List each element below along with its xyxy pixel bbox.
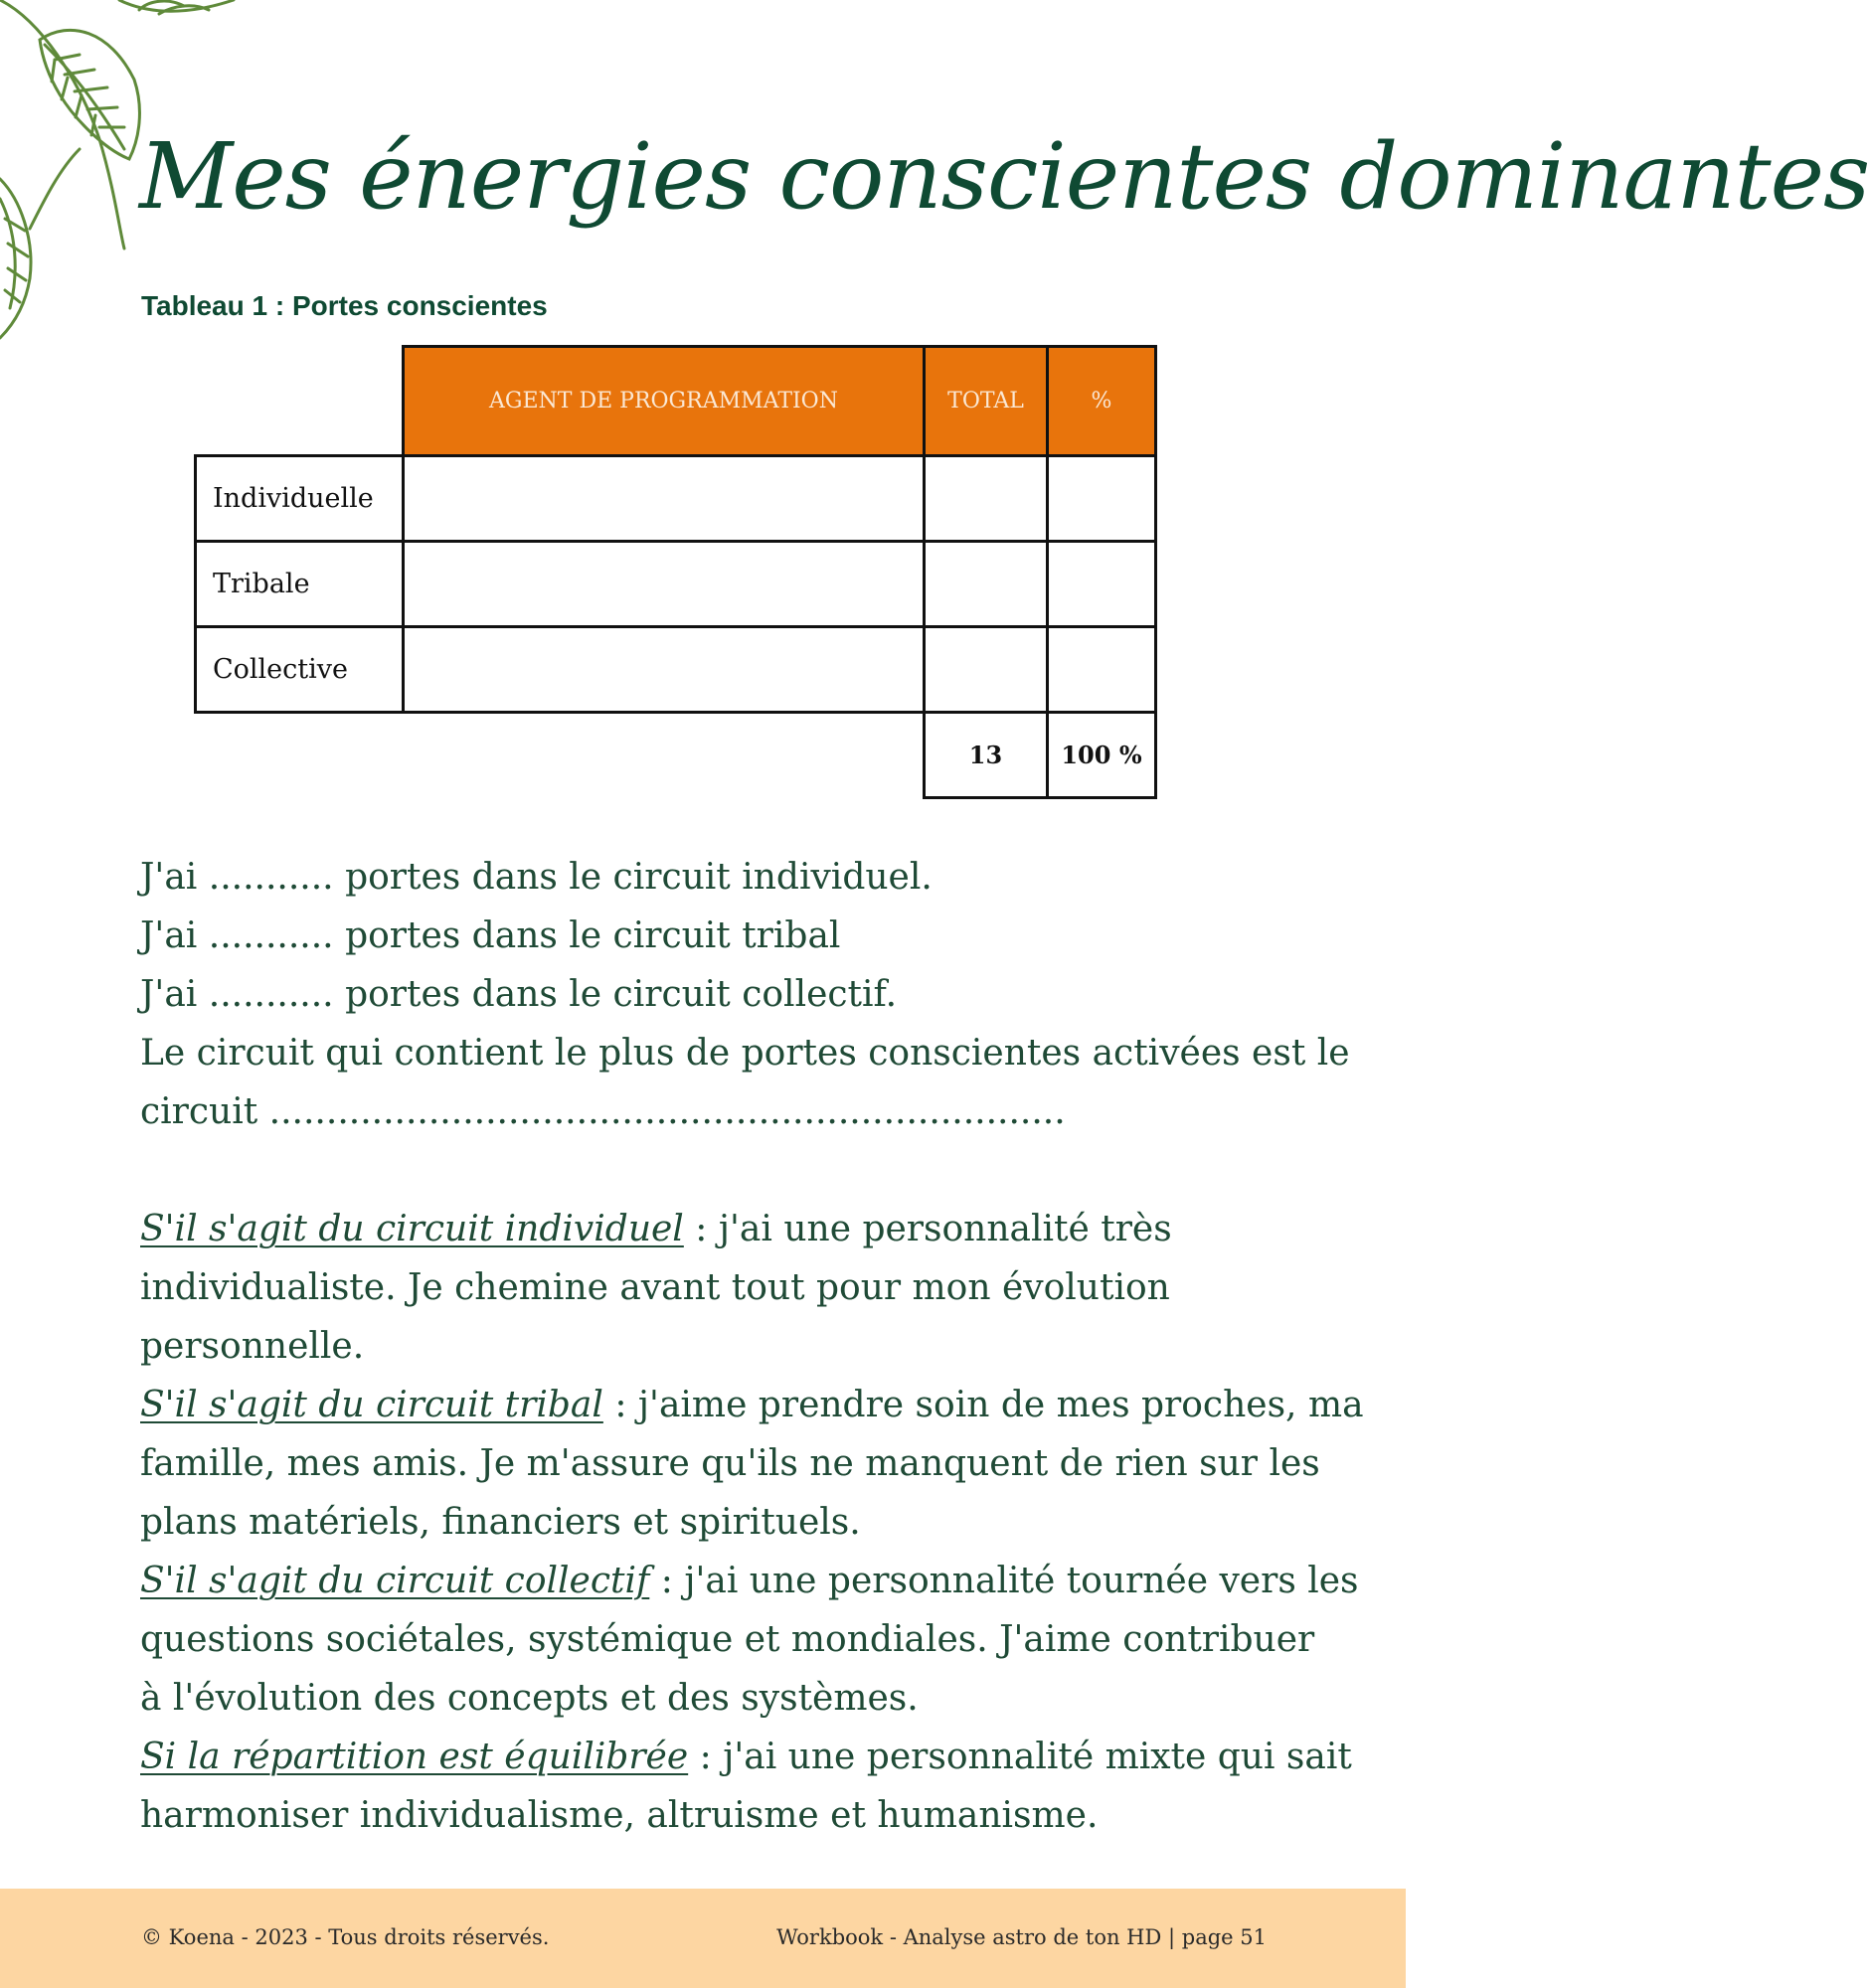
desc-tribal-line3: plans matériels, financiers et spirituels. xyxy=(140,1502,861,1543)
desc-individuel-text: : j'ai une personnalité très xyxy=(683,1209,1172,1249)
table-cell-percent[interactable] xyxy=(1046,454,1157,543)
fill-line-collectif: J'ai ........... portes dans le circuit collectif. xyxy=(140,974,898,1015)
fill-line-dominant-answer: circuit ...................................................................... xyxy=(140,1091,1066,1132)
fill-line-dominant: Le circuit qui contient le plus de portes conscientes activées est le xyxy=(140,1033,1350,1074)
desc-collectif-line1 xyxy=(140,1561,1359,1601)
desc-collectif-lead: S'il s'agit du circuit collectif xyxy=(140,1561,650,1601)
desc-tribal-text: : j'aime prendre soin de mes proches, ma xyxy=(602,1385,1364,1425)
total-value: 13 xyxy=(923,711,1049,799)
footer-page-info: Workbook - Analyse astro de ton HD | page 51 xyxy=(776,1925,1267,1949)
desc-collectif-text: : j'ai une personnalité tournée vers les xyxy=(649,1561,1359,1601)
table-cell-agent[interactable] xyxy=(402,625,926,714)
desc-tribal-line2: famille, mes amis. Je m'assure qu'ils ne manquent de rien sur les xyxy=(140,1443,1320,1484)
fill-line-individuel: J'ai ........... portes dans le circuit individuel. xyxy=(140,857,933,898)
table-cell-agent[interactable] xyxy=(402,540,926,628)
table-cell-total[interactable] xyxy=(923,540,1049,628)
desc-individuel-line1 xyxy=(140,1209,1293,1249)
table-cell-total[interactable] xyxy=(923,625,1049,714)
desc-tribal-line1 xyxy=(140,1385,1364,1425)
desc-equilibre-line2: harmoniser individualisme, altruisme et humanisme. xyxy=(140,1795,1099,1836)
table-cell-agent[interactable] xyxy=(402,454,926,543)
desc-equilibre-line1 xyxy=(140,1737,1352,1777)
fill-line-tribal: J'ai ........... portes dans le circuit tribal xyxy=(140,915,841,956)
row-label-collective: Collective xyxy=(194,625,405,714)
desc-collectif-line3: à l'évolution des concepts et des systèmes. xyxy=(140,1678,919,1719)
table-cell-percent[interactable] xyxy=(1046,625,1157,714)
desc-equilibre-lead: Si la répartition est équilibrée xyxy=(140,1737,689,1777)
header-agent: AGENT DE PROGRAMMATION xyxy=(402,345,926,457)
row-label-tribale: Tribale xyxy=(194,540,405,628)
desc-individuel-lead: S'il s'agit du circuit individuel xyxy=(140,1209,684,1249)
desc-individuel-line3: personnelle. xyxy=(140,1326,365,1367)
table-cell-percent[interactable] xyxy=(1046,540,1157,628)
desc-tribal-lead: S'il s'agit du circuit tribal xyxy=(140,1385,603,1425)
desc-individuel-line2: individualiste. Je chemine avant tout pour mon évolution xyxy=(140,1267,1170,1308)
desc-collectif-line2: questions sociétales, systémique et mondiales. J'aime contribuer xyxy=(140,1619,1315,1660)
desc-equilibre-text: : j'ai une personnalité mixte qui sait xyxy=(688,1737,1352,1777)
table-cell-total[interactable] xyxy=(923,454,1049,543)
footer-copyright: © Koena - 2023 - Tous droits réservés. xyxy=(141,1925,550,1949)
row-label-individuelle: Individuelle xyxy=(194,454,405,543)
header-total: TOTAL xyxy=(923,345,1049,457)
total-percent: 100 % xyxy=(1046,711,1157,799)
page-title: Mes énergies conscientes dominantes xyxy=(139,123,1869,230)
table-caption: Tableau 1 : Portes conscientes xyxy=(141,290,548,321)
header-percent: % xyxy=(1046,345,1157,457)
